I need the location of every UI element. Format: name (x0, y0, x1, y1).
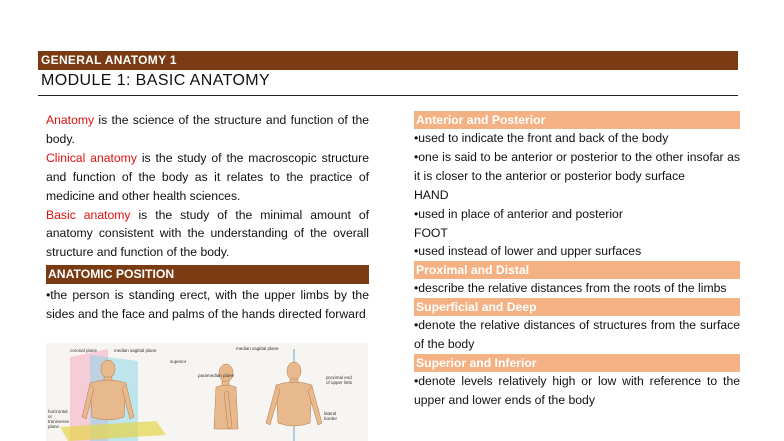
anatomic-position-text: •the person is standing erect, with the upper limbs by the sides and the face and palms of the hands directed forward (46, 288, 369, 322)
right-column (414, 111, 740, 410)
anterior-posterior-line-1: •used to indicate the front and back of the body (414, 131, 669, 145)
superficial-deep-text: •denote the relative distances of structures from the surface of the body (414, 318, 740, 352)
label-superior: superior (170, 359, 187, 364)
anterior-posterior-line-2: •one is said to be anterior or posterior to the other insofar as it is closer to the anterior or posterior body surface (414, 149, 740, 183)
clinical-anatomy-definition (46, 149, 369, 206)
anatomy-def-text: is the science of the structure and function of the body. (46, 113, 369, 146)
course-header-bar (38, 51, 738, 70)
module-title: MODULE 1: BASIC ANATOMY (41, 72, 271, 89)
left-column (46, 111, 369, 324)
anatomy-planes-figure (46, 343, 368, 441)
section-heading-anterior-posterior: Anterior and Posterior (414, 111, 740, 129)
foot-text: •used instead of lower and upper surfaces (414, 244, 642, 259)
anatomy-definition (46, 111, 369, 149)
label-paramedian-plane: paramedian plane (198, 373, 235, 378)
body-figure-3 (266, 362, 322, 426)
section-heading-superficial-deep: Superficial and Deep (414, 298, 740, 316)
proximal-distal-text: •describe the relative distances from the roots of the limbs (414, 281, 727, 296)
superior-inferior-text: •denote levels relatively high or low with reference to the upper and lower ends of the body (414, 374, 740, 407)
basic-anatomy-definition (46, 206, 369, 263)
anatomy-planes-illustration (46, 343, 368, 441)
basic-anatomy-term: Basic anatomy (46, 207, 131, 222)
hand-text: •used in place of anterior and posterior (414, 206, 623, 221)
course-title: GENERAL ANATOMY 1 (41, 53, 177, 67)
section-heading-proximal-distal: Proximal and Distal (414, 261, 740, 279)
hand-label: HAND (414, 187, 449, 202)
section-heading-superior-inferior: Superior and Inferior (414, 354, 740, 372)
basic-def-text: is the study of the minimal amount of anatomy consistent with the understanding of the overall structure and function of the body. (46, 207, 369, 260)
label-proximal-end: proximal end of upper limb (326, 375, 353, 385)
label-coronal-plane: coronal plane (70, 348, 98, 353)
anatomy-term: Anatomy (46, 113, 95, 127)
header-divider (38, 95, 738, 96)
foot-label: FOOT (414, 225, 448, 240)
clinical-def-text: is the study of the macroscopic structure and function of the body as it relates to the practice of medicine and other health sciences. (46, 150, 370, 203)
label-median-sagittal-2: median sagittal plane (236, 346, 279, 351)
label-horizontal-plane: horizontal or transverse plane (48, 409, 70, 429)
label-lateral-border: lateral border (324, 411, 338, 421)
label-median-sagittal-1: median sagittal plane (114, 348, 157, 353)
anatomic-position-heading: ANATOMIC POSITION (46, 265, 369, 284)
clinical-anatomy-term: Clinical anatomy (46, 150, 137, 165)
